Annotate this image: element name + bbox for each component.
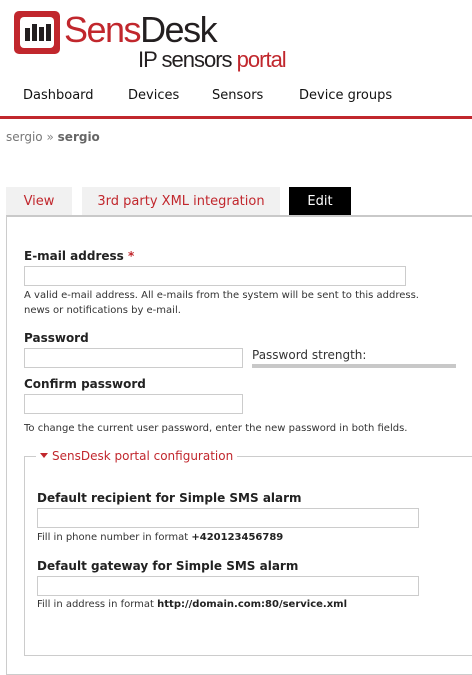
main-nav xyxy=(0,80,472,119)
breadcrumb-current: sergio xyxy=(57,130,100,144)
sms-recipient-label: Default recipient for Simple SMS alarm xyxy=(37,491,302,505)
sensdesk-logo[interactable] xyxy=(14,8,314,74)
nav-item-devices[interactable]: Devices xyxy=(128,88,180,103)
email-label: E-mail address * xyxy=(24,249,135,263)
breadcrumb-parent[interactable]: sergio xyxy=(6,130,43,144)
breadcrumb xyxy=(6,130,100,144)
tab-edit[interactable]: Edit xyxy=(289,187,351,215)
tab-3rd-party-xml-integration[interactable]: 3rd party XML integration xyxy=(82,187,280,215)
password-strength-label: Password strength: xyxy=(252,348,367,362)
portal-config-fieldset xyxy=(24,456,472,656)
logo-subtitle: IP sensors portal xyxy=(138,47,286,72)
sms-gateway-help: Fill in address in format http://domain.com:80/service.xml xyxy=(37,599,348,610)
tab-view[interactable]: View xyxy=(6,187,72,215)
password-strength-bar xyxy=(252,364,456,368)
logo-title: SensDesk xyxy=(64,9,217,50)
collapse-triangle-icon xyxy=(40,453,48,458)
email-help-line2: news or notifications by e-mail. xyxy=(24,305,181,316)
confirm-password-label: Confirm password xyxy=(24,377,146,391)
required-marker: * xyxy=(128,249,135,263)
bar-chart-icon xyxy=(14,11,60,54)
portal-config-legend[interactable]: SensDesk portal configuration xyxy=(36,449,237,463)
email-help-line1: A valid e-mail address. All e-mails from the system will be sent to this address. xyxy=(24,290,419,301)
sms-gateway-input[interactable] xyxy=(37,576,419,596)
sms-recipient-input[interactable] xyxy=(37,508,419,528)
password-help: To change the current user password, enter the new password in both fields. xyxy=(24,423,408,434)
breadcrumb-separator: » xyxy=(46,130,54,144)
nav-item-device-groups[interactable]: Device groups xyxy=(299,88,393,103)
password-label: Password xyxy=(24,331,89,345)
password-input[interactable] xyxy=(24,348,243,368)
sms-recipient-help: Fill in phone number in format +420123456789 xyxy=(37,532,284,543)
nav-item-sensors[interactable]: Sensors xyxy=(212,88,264,103)
confirm-password-input[interactable] xyxy=(24,394,243,414)
sms-gateway-label: Default gateway for Simple SMS alarm xyxy=(37,559,299,573)
nav-item-dashboard[interactable]: Dashboard xyxy=(23,88,94,103)
email-input[interactable] xyxy=(24,266,406,286)
